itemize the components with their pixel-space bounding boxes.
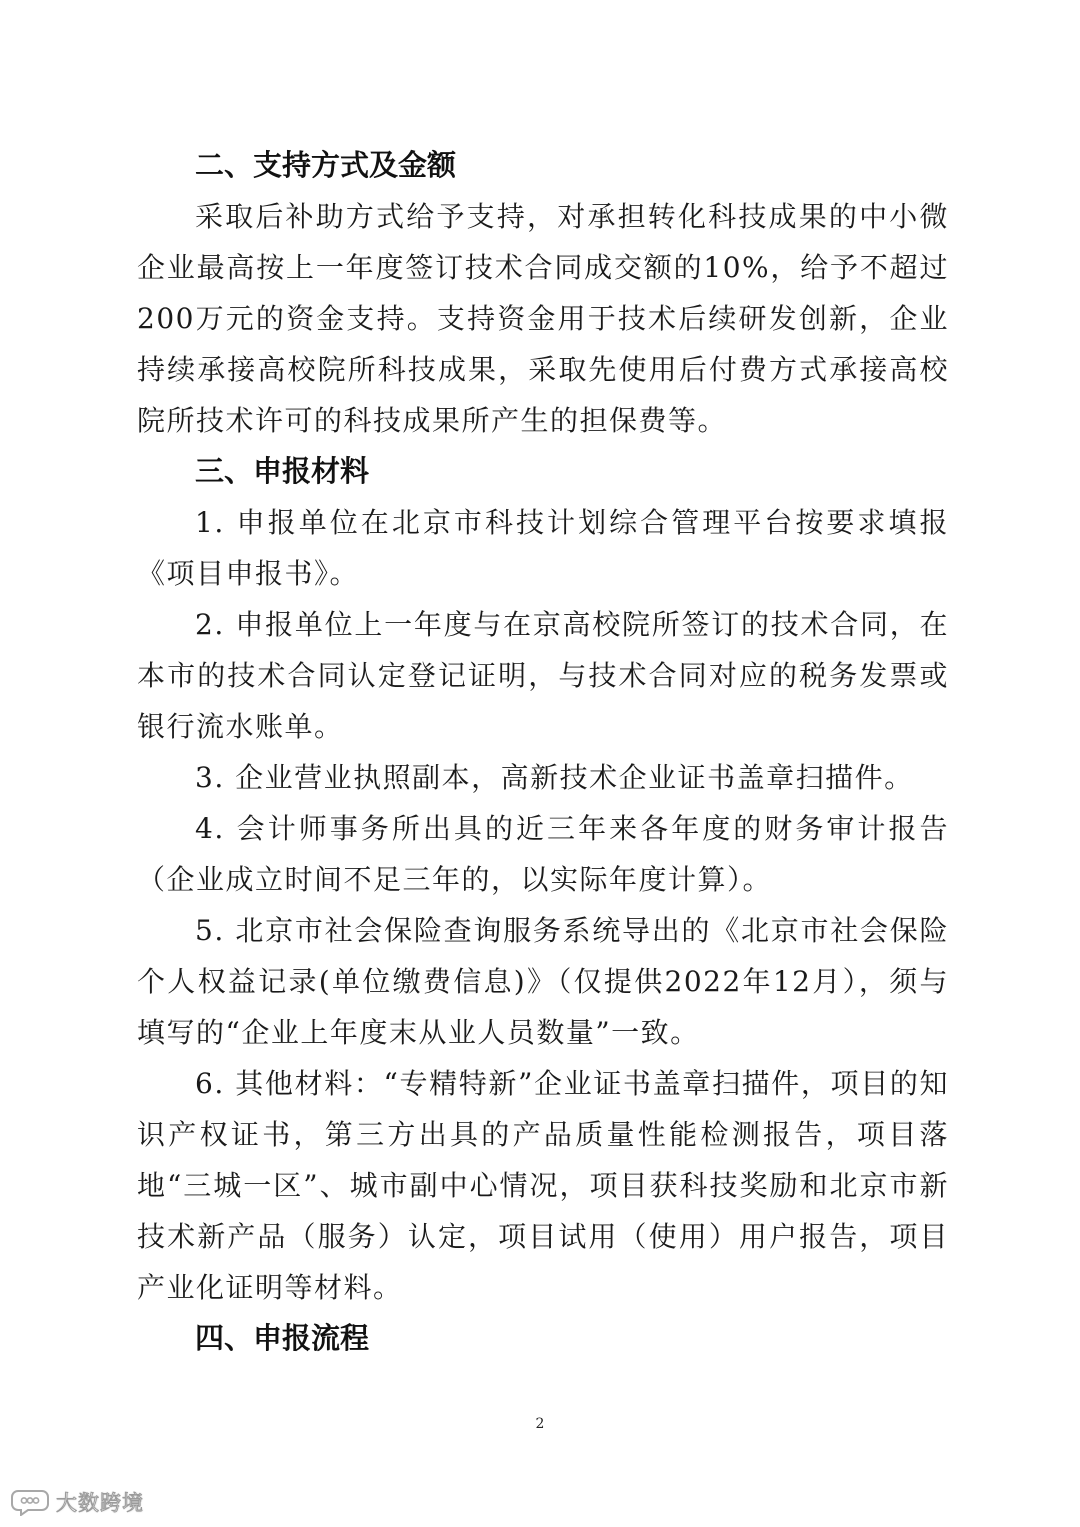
page-number: 2 [535, 1416, 545, 1432]
section-heading-process: 四、申报流程 [195, 1321, 370, 1355]
list-item-material-1: 1. 申报单位在北京市科技计划综合管理平台按要求填报《项目申报书》。 [137, 506, 949, 590]
section-heading-support-method: 二、支持方式及金额 [195, 148, 457, 182]
chat-bubble-logo-icon [10, 1488, 50, 1516]
watermark [10, 1486, 144, 1518]
watermark-text: 大数跨境 [56, 1491, 144, 1515]
list-item-material-4: 4. 会计师事务所出具的近三年来各年度的财务审计报告（企业成立时间不足三年的，以实际年度计算）。 [137, 812, 949, 896]
list-item-material-2: 2. 申报单位上一年度与在京高校院所签订的技术合同，在本市的技术合同认定登记证明，与技术合同对应的税务发票或银行流水账单。 [137, 608, 949, 743]
list-item-material-6: 6. 其他材料：“专精特新”企业证书盖章扫描件，项目的知识产权证书，第三方出具的产品质量性能检测报告，项目落地“三城一区”、城市副中心情况，项目获科技奖励和北京市新技术新产品（服务）认定，项目试用（使用）用户报告，项目产业化证明等材料。 [137, 1067, 949, 1304]
list-item-material-3: 3. 企业营业执照副本，高新技术企业证书盖章扫描件。 [195, 761, 914, 794]
list-item-material-5: 5. 北京市社会保险查询服务系统导出的《北京市社会保险个人权益记录(单位缴费信息)》（仅提供2022年12月），须与填写的“企业上年度末从业人员数量”一致。 [137, 914, 949, 1049]
document-body [137, 140, 949, 1364]
section-heading-materials: 三、申报材料 [195, 454, 370, 488]
paragraph-support-method: 采取后补助方式给予支持，对承担转化科技成果的中小微企业最高按上一年度签订技术合同成交额的10%，给予不超过200万元的资金支持。支持资金用于技术后续研发创新，企业持续承接高校院所科技成果，采取先使用后付费方式承接高校院所技术许可的科技成果所产生的担保费等。 [137, 200, 949, 437]
